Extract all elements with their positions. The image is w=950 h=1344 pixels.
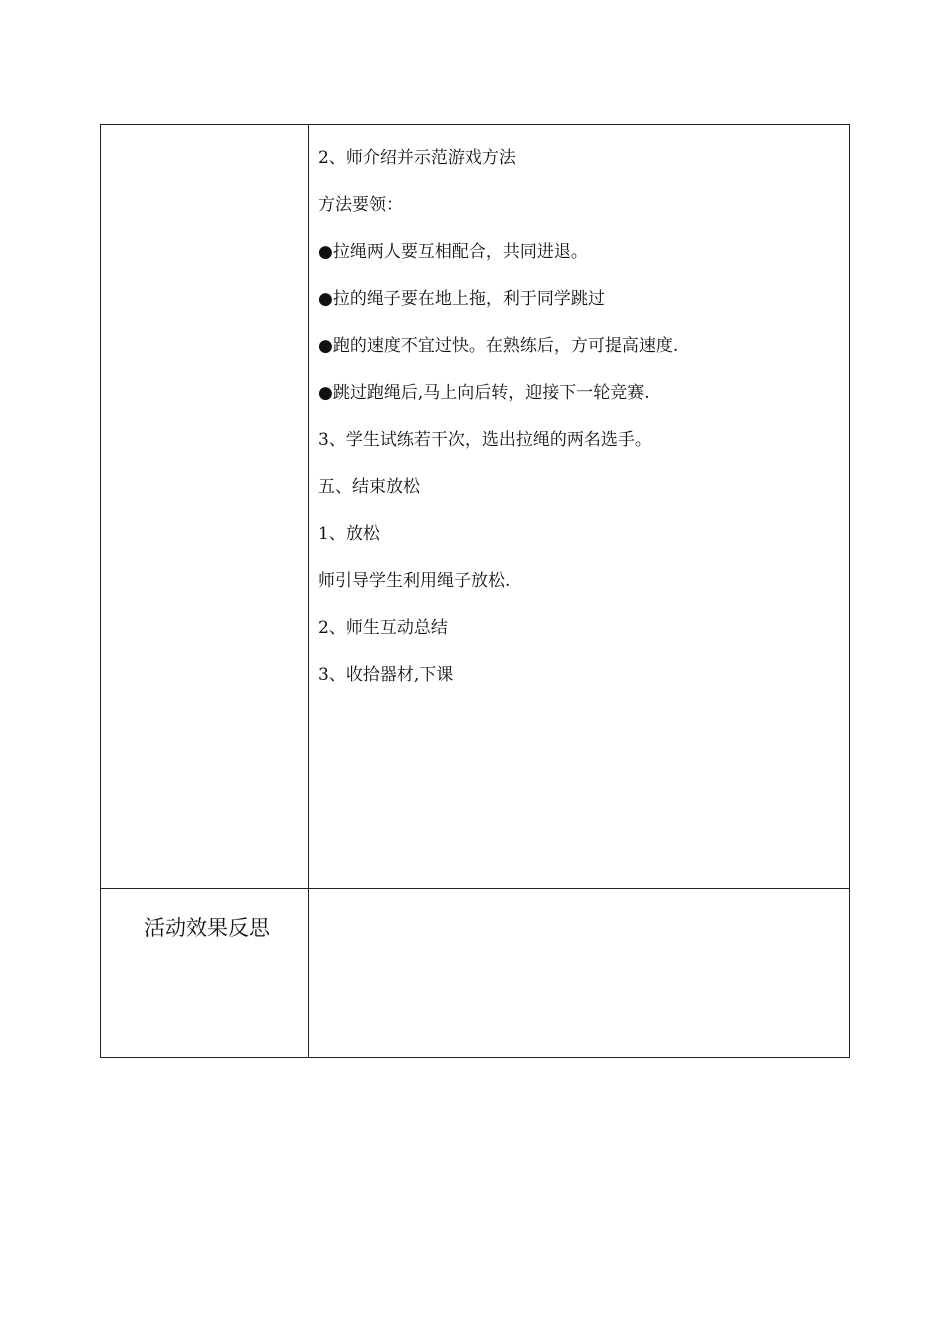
procedure-line: 方法要领： [318,195,403,215]
procedure-line: 师引导学生利用绳子放松. [318,571,511,591]
procedure-lines [309,125,849,687]
procedure-content-cell [309,125,850,889]
reflection-label: 活动效果反思 [144,916,270,940]
procedure-line: ●跳过跑绳后,马上向后转，迎接下一轮竞赛. [318,383,650,403]
procedure-line: ●拉的绳子要在地上拖，利于同学跳过 [318,289,605,309]
procedure-line: 3、收拾器材,下课 [318,665,454,685]
lesson-plan-table [100,124,850,1058]
reflection-label-cell [101,889,309,1058]
procedure-line: ●拉绳两人要互相配合，共同进退。 [318,242,588,262]
procedure-label-cell [101,125,309,889]
procedure-line: 2、师生互动总结 [318,618,448,638]
procedure-line: 3、学生试练若干次，选出拉绳的两名选手。 [318,430,652,450]
procedure-line: 五、结束放松 [318,477,420,497]
reflection-row [101,889,850,1058]
procedure-row [101,125,850,889]
procedure-line: 1、放松 [318,524,380,544]
reflection-content-cell [309,889,850,1058]
procedure-line: ●跑的速度不宜过快。在熟练后，方可提高速度. [318,336,679,356]
procedure-line: 2、师介绍并示范游戏方法 [318,148,516,168]
